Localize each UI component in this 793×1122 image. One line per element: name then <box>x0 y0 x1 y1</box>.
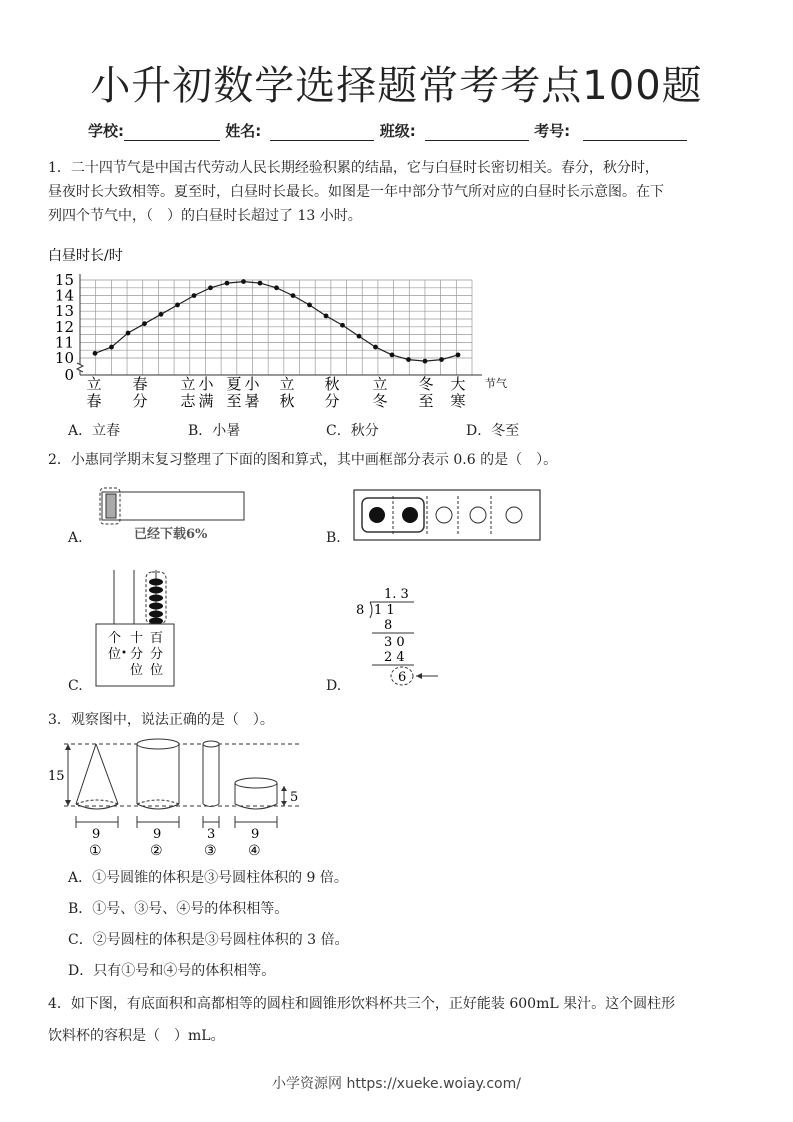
x-tick-label: 夏 <box>226 375 242 393</box>
solid-number: ② <box>150 843 163 859</box>
q2-option-a-letter[interactable]: A. <box>68 530 83 546</box>
division-step: 2 4 <box>384 650 405 665</box>
x-tick-label: 秋 <box>279 392 295 410</box>
question-4-line1: 4．如下图，有底面积和高都相等的圆柱和圆锥形饮料杯共三个，正好能装 600mL 果汁。这个圆柱形 <box>48 996 676 1012</box>
width-label: 9 <box>92 827 101 842</box>
data-point <box>159 312 164 317</box>
data-point <box>109 345 114 350</box>
place-label: 分 <box>130 647 144 662</box>
width-label: 3 <box>207 827 216 842</box>
abacus-bead <box>149 611 163 618</box>
q3-option-a[interactable]: A．①号圆锥的体积是③号圆柱体积的 9 倍。 <box>68 870 348 886</box>
empty-circle <box>506 507 522 523</box>
cylinder-2-base-hidden <box>137 800 179 804</box>
data-point <box>175 303 180 308</box>
question-3: 3．观察图中，说法正确的是（ ）。 <box>48 712 274 728</box>
data-point <box>142 321 147 326</box>
q2-option-c-abacus <box>94 566 184 690</box>
data-point <box>373 345 378 350</box>
q1-option-c[interactable]: C．秋分 <box>326 423 379 439</box>
arrow-head <box>416 673 422 679</box>
x-tick-label: 分 <box>132 392 148 410</box>
footer-source: 小学资源网 https://xueke.woiay.com/ <box>272 1076 521 1092</box>
data-point <box>192 293 197 298</box>
cone-base <box>76 804 118 809</box>
place-label: 分 <box>150 647 164 662</box>
division-dividend: 1 1 <box>374 603 395 618</box>
q2-option-d-division <box>350 582 450 692</box>
x-tick-label: 立 <box>279 375 295 393</box>
y-tick-label: 12 <box>54 317 74 336</box>
data-point <box>241 279 246 284</box>
abacus-bead <box>149 595 163 602</box>
x-tick-label: 暑 <box>244 392 260 410</box>
abacus-bead <box>149 603 163 610</box>
x-tick-label: 分 <box>324 392 340 410</box>
student-info-line <box>88 120 687 141</box>
question-1 <box>48 156 664 228</box>
q3-option-d[interactable]: D．只有①号和④号的体积相等。 <box>68 963 276 979</box>
x-tick-label: 立 <box>86 375 102 393</box>
q3-option-c[interactable]: C．②号圆柱的体积是③号圆柱体积的 3 倍。 <box>68 932 349 948</box>
data-point <box>291 293 296 298</box>
solid-number: ④ <box>248 843 261 859</box>
width-label: 9 <box>153 827 162 842</box>
download-bar <box>102 492 244 520</box>
x-tick-label: 小 <box>244 375 260 393</box>
axis-break <box>77 363 83 372</box>
solid-number: ③ <box>204 843 217 859</box>
division-bracket <box>370 602 372 618</box>
series-line <box>95 282 458 362</box>
q2-option-c-letter[interactable]: C. <box>68 678 83 694</box>
abacus-bead <box>149 587 163 594</box>
data-point <box>439 357 444 362</box>
question-1-line2: 昼夜时长大致相等。夏至时，白昼时长最长。如图是一年中部分节气所对应的白昼时长示意图。在下 <box>48 184 664 200</box>
q2-option-d-letter[interactable]: D. <box>326 678 342 694</box>
question-2: 2．小惠同学期末复习整理了下面的图和算式，其中画框部分表示 0.6 的是（ ）。 <box>48 452 558 468</box>
question-4 <box>48 988 675 1052</box>
filled-circle <box>369 507 385 523</box>
class-blank <box>425 126 529 141</box>
place-label: 位 <box>108 647 122 662</box>
page-title: 小升初数学选择题常考考点100题 <box>90 63 703 109</box>
empty-circle <box>436 507 452 523</box>
data-point <box>307 303 312 308</box>
x-tick-label: 寒 <box>450 392 466 410</box>
x-tick-label: 志 <box>180 392 196 410</box>
x-tick-label: 至 <box>418 392 434 410</box>
width-label: 9 <box>251 827 260 842</box>
x-tick-label: 满 <box>198 392 214 410</box>
q2-option-b-letter[interactable]: B. <box>326 530 341 546</box>
x-tick-label: 春 <box>86 392 102 410</box>
x-tick-label: 冬 <box>372 392 388 410</box>
place-label: 百 <box>150 631 164 646</box>
small-height-label: 5 <box>290 790 299 805</box>
data-point <box>258 281 263 286</box>
height-label: 15 <box>48 769 65 784</box>
cylinder-4-top <box>235 778 277 788</box>
division-step: 3 0 <box>384 635 405 650</box>
empty-circle <box>470 507 486 523</box>
x-tick-label: 冬 <box>418 375 434 393</box>
name-label: 姓名: <box>225 122 262 140</box>
data-point <box>357 334 362 339</box>
chart-ylabel: 白昼时长/时 <box>48 248 123 264</box>
place-label: 位 <box>130 663 144 678</box>
data-point <box>274 285 279 290</box>
q2-option-a-figure <box>96 486 256 546</box>
cylinder-3-top <box>203 741 219 747</box>
question-1-line1: 1．二十四节气是中国古代劳动人民长期经验积累的结晶，它与白昼时长密切相关。春分，秋分时， <box>48 160 659 176</box>
data-point <box>208 285 213 290</box>
x-tick-label: 立 <box>180 375 196 393</box>
x-tick-label: 立 <box>372 375 388 393</box>
q3-option-b[interactable]: B．①号、③号、④号的体积相等。 <box>68 901 289 917</box>
x-tick-label: 至 <box>226 392 242 410</box>
q1-option-d[interactable]: D．冬至 <box>466 423 520 439</box>
data-point <box>456 352 461 357</box>
cone-outline <box>76 744 118 804</box>
division-divisor: 8 <box>356 603 365 618</box>
filled-circle <box>402 507 418 523</box>
width-arrows <box>76 816 277 828</box>
data-point <box>324 313 329 318</box>
download-progress <box>106 494 116 518</box>
place-label: 十 <box>130 631 144 646</box>
download-caption: 已经下载6% <box>134 527 208 542</box>
data-point <box>406 357 411 362</box>
q1-option-b[interactable]: B．小暑 <box>188 423 241 439</box>
y-tick-label: 10 <box>54 349 74 367</box>
division-remainder: 6 <box>398 670 407 685</box>
y-tick-label: 11 <box>54 333 74 352</box>
abacus-bead <box>149 618 163 625</box>
x-tick-label: 小 <box>198 375 214 393</box>
question-4-line2: 饮料杯的容积是（ ）mL。 <box>48 1028 225 1044</box>
chart-series <box>93 279 461 363</box>
y-tick-label: 0 <box>64 366 74 384</box>
x-tick-label: 春 <box>132 375 148 393</box>
place-label: 位 <box>150 663 164 678</box>
data-point <box>93 351 98 356</box>
chart-yticks <box>55 271 74 384</box>
cone-base-hidden <box>76 800 118 804</box>
place-label: 个 <box>108 631 122 646</box>
data-point <box>390 352 395 357</box>
data-point <box>225 281 230 286</box>
school-label: 学校: <box>88 122 124 140</box>
data-point <box>126 331 131 336</box>
q1-option-a[interactable]: A．立春 <box>68 423 121 439</box>
solid-number: ① <box>89 843 102 859</box>
abacus-bead <box>149 579 163 586</box>
y-tick-label: 15 <box>54 271 74 289</box>
chart-xlabel: 节气 <box>485 377 507 390</box>
division-quotient: 1. 3 <box>384 587 409 602</box>
name-blank <box>270 126 374 141</box>
daylight-chart <box>40 244 520 414</box>
y-tick-label: 14 <box>54 286 74 305</box>
exam-no-label: 考号: <box>534 122 571 140</box>
cylinder-2-top <box>137 739 179 749</box>
school-blank <box>124 126 220 141</box>
q3-solids-figure <box>44 736 314 860</box>
x-tick-label: 大 <box>450 375 466 393</box>
chart-xticks <box>86 375 465 410</box>
data-point <box>423 359 428 364</box>
y-tick-label: 13 <box>54 302 74 321</box>
x-tick-label: 秋 <box>324 375 340 393</box>
q2-option-b-figure <box>352 488 544 542</box>
data-point <box>340 323 345 328</box>
decimal-point <box>123 651 126 654</box>
division-step: 8 <box>384 618 393 633</box>
question-1-line3: 列四个节气中，（ ）的白昼时长超过了 13 小时。 <box>48 208 362 224</box>
class-label: 班级: <box>379 122 416 140</box>
exam-no-blank <box>583 126 687 141</box>
